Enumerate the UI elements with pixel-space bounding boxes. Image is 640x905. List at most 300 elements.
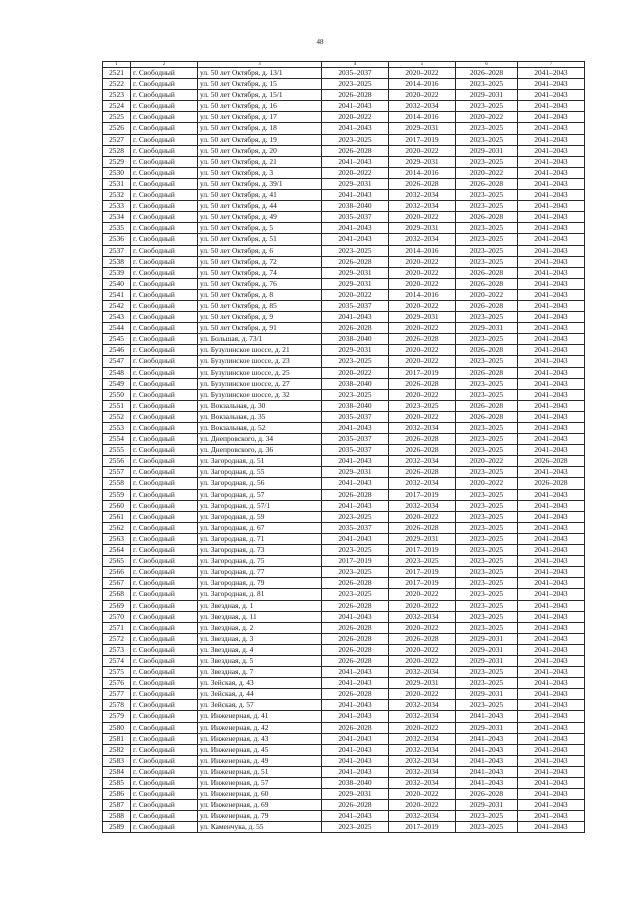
address-cell: ул. Днепровского, д. 34: [198, 434, 322, 445]
city-cell: г. Свободный: [131, 267, 198, 278]
address-cell: ул. 50 лет Октября, д. 3: [198, 167, 322, 178]
city-cell: г. Свободный: [131, 600, 198, 611]
period-cell: 2026–2028: [456, 400, 518, 411]
period-cell: 2020–2022: [322, 367, 389, 378]
city-cell: г. Свободный: [131, 778, 198, 789]
period-cell: 2026–2028: [518, 478, 585, 489]
period-cell: 2023–2025: [456, 822, 518, 833]
period-cell: 2020–2022: [389, 356, 456, 367]
address-cell: ул. 50 лет Октября, д. 85: [198, 300, 322, 311]
period-cell: 2041–2043: [322, 101, 389, 112]
row-number: 2584: [103, 766, 131, 777]
row-number: 2542: [103, 300, 131, 311]
period-cell: 2026–2028: [456, 68, 518, 79]
period-cell: 2041–2043: [322, 123, 389, 134]
address-cell: ул. Бузулинское шоссе, д. 25: [198, 367, 322, 378]
row-number: 2544: [103, 323, 131, 334]
address-cell: ул. Днепровского, д. 36: [198, 445, 322, 456]
address-cell: ул. Загородная, д. 79: [198, 578, 322, 589]
row-number: 2533: [103, 201, 131, 212]
period-cell: 2038–2040: [322, 378, 389, 389]
table-row: [103, 378, 585, 389]
period-cell: 2023–2025: [322, 589, 389, 600]
period-cell: 2041–2043: [322, 500, 389, 511]
period-cell: 2023–2025: [456, 256, 518, 267]
city-cell: г. Свободный: [131, 700, 198, 711]
period-cell: 2041–2043: [518, 578, 585, 589]
table-row: [103, 822, 585, 833]
period-cell: 2041–2043: [518, 733, 585, 744]
address-cell: ул. 50 лет Октября, д. 49: [198, 212, 322, 223]
address-cell: ул. Инженерная, д. 45: [198, 744, 322, 755]
period-cell: 2041–2043: [322, 711, 389, 722]
period-cell: 2041–2043: [322, 533, 389, 544]
row-number: 2531: [103, 178, 131, 189]
period-cell: 2035–2037: [322, 522, 389, 533]
period-cell: 2041–2043: [518, 312, 585, 323]
city-cell: г. Свободный: [131, 445, 198, 456]
period-cell: 2029–2031: [456, 90, 518, 101]
row-number: 2580: [103, 722, 131, 733]
table-row: [103, 389, 585, 400]
period-cell: 2026–2028: [456, 345, 518, 356]
period-cell: 2038–2040: [322, 334, 389, 345]
city-cell: г. Свободный: [131, 611, 198, 622]
table-row: [103, 700, 585, 711]
table-row: [103, 467, 585, 478]
table-row: [103, 744, 585, 755]
period-cell: 2041–2043: [518, 700, 585, 711]
period-cell: 2032–2034: [389, 755, 456, 766]
period-cell: 2041–2043: [518, 467, 585, 478]
housing-schedule-table: [102, 61, 585, 833]
table-row: [103, 79, 585, 90]
period-cell: 2041–2043: [456, 755, 518, 766]
table-row: [103, 245, 585, 256]
address-cell: ул. Вокзальная, д. 52: [198, 423, 322, 434]
address-cell: ул. Загородная, д. 67: [198, 522, 322, 533]
address-cell: ул. Инженерная, д. 42: [198, 722, 322, 733]
city-cell: г. Свободный: [131, 689, 198, 700]
period-cell: 2023–2025: [456, 201, 518, 212]
period-cell: 2032–2034: [389, 423, 456, 434]
period-cell: 2023–2025: [322, 134, 389, 145]
address-cell: ул. Каменчука, д. 55: [198, 822, 322, 833]
period-cell: 2026–2028: [322, 256, 389, 267]
period-cell: 2023–2025: [456, 334, 518, 345]
row-number: 2534: [103, 212, 131, 223]
address-cell: ул. 50 лет Октября, д. 41: [198, 190, 322, 201]
table-row: [103, 578, 585, 589]
row-number: 2547: [103, 356, 131, 367]
row-number: 2548: [103, 367, 131, 378]
period-cell: 2029–2031: [389, 156, 456, 167]
city-cell: г. Свободный: [131, 212, 198, 223]
period-cell: 2041–2043: [518, 766, 585, 777]
address-cell: ул. 50 лет Октября, д. 72: [198, 256, 322, 267]
period-cell: 2029–2031: [456, 323, 518, 334]
period-cell: 2020–2022: [389, 655, 456, 666]
address-cell: ул. 50 лет Октября, д. 18: [198, 123, 322, 134]
period-cell: 2041–2043: [322, 190, 389, 201]
table-row: [103, 522, 585, 533]
address-cell: ул. 50 лет Октября, д. 74: [198, 267, 322, 278]
period-cell: 2041–2043: [518, 644, 585, 655]
table-row: [103, 411, 585, 422]
city-cell: г. Свободный: [131, 134, 198, 145]
city-cell: г. Свободный: [131, 101, 198, 112]
period-cell: 2020–2022: [389, 323, 456, 334]
address-cell: ул. Загородная, д. 71: [198, 533, 322, 544]
period-cell: 2041–2043: [518, 678, 585, 689]
period-cell: 2023–2025: [456, 700, 518, 711]
city-cell: г. Свободный: [131, 90, 198, 101]
period-cell: 2023–2025: [456, 811, 518, 822]
period-cell: 2041–2043: [518, 323, 585, 334]
period-cell: 2023–2025: [456, 500, 518, 511]
period-cell: 2035–2037: [322, 68, 389, 79]
period-cell: 2020–2022: [389, 212, 456, 223]
address-cell: ул. Инженерная, д. 69: [198, 800, 322, 811]
table-row: [103, 811, 585, 822]
period-cell: 2041–2043: [518, 655, 585, 666]
period-cell: 2023–2025: [456, 123, 518, 134]
address-cell: ул. 50 лет Октября, д. 13/1: [198, 68, 322, 79]
row-number: 2589: [103, 822, 131, 833]
period-cell: 2041–2043: [456, 744, 518, 755]
row-number: 2561: [103, 511, 131, 522]
period-cell: 2041–2043: [518, 245, 585, 256]
period-cell: 2032–2034: [389, 201, 456, 212]
period-cell: 2041–2043: [518, 212, 585, 223]
table-row: [103, 722, 585, 733]
table-row: [103, 112, 585, 123]
period-cell: 2023–2025: [456, 245, 518, 256]
period-cell: 2023–2025: [456, 589, 518, 600]
period-cell: 2032–2034: [389, 766, 456, 777]
city-cell: г. Свободный: [131, 356, 198, 367]
table-row: [103, 667, 585, 678]
period-cell: 2041–2043: [518, 800, 585, 811]
address-cell: ул. Загородная, д. 81: [198, 589, 322, 600]
period-cell: 2023–2025: [322, 567, 389, 578]
row-number: 2582: [103, 744, 131, 755]
period-cell: 2020–2022: [389, 789, 456, 800]
address-cell: ул. Загородная, д. 59: [198, 511, 322, 522]
period-cell: 2023–2025: [322, 545, 389, 556]
address-cell: ул. 50 лет Октября, д. 20: [198, 145, 322, 156]
period-cell: 2026–2028: [456, 278, 518, 289]
address-cell: ул. 50 лет Октября, д. 15: [198, 79, 322, 90]
period-cell: 2026–2028: [456, 300, 518, 311]
table-row: [103, 567, 585, 578]
address-cell: ул. Звездная, д. 11: [198, 611, 322, 622]
period-cell: 2020–2022: [322, 112, 389, 123]
period-cell: 2041–2043: [518, 356, 585, 367]
row-number: 2563: [103, 533, 131, 544]
period-cell: 2029–2031: [389, 312, 456, 323]
address-cell: ул. Бузулинское шоссе, д. 27: [198, 378, 322, 389]
period-cell: 2038–2040: [322, 778, 389, 789]
table-row: [103, 423, 585, 434]
city-cell: г. Свободный: [131, 644, 198, 655]
period-cell: 2023–2025: [456, 578, 518, 589]
period-cell: 2041–2043: [518, 256, 585, 267]
period-cell: 2026–2028: [389, 378, 456, 389]
period-cell: 2026–2028: [322, 722, 389, 733]
city-cell: г. Свободный: [131, 178, 198, 189]
table-row: [103, 223, 585, 234]
period-cell: 2041–2043: [518, 811, 585, 822]
period-cell: 2026–2028: [322, 655, 389, 666]
address-cell: ул. 50 лет Октября, д. 44: [198, 201, 322, 212]
table-row: [103, 711, 585, 722]
table-row: [103, 478, 585, 489]
period-cell: 2041–2043: [322, 755, 389, 766]
address-cell: ул. Инженерная, д. 49: [198, 755, 322, 766]
period-cell: 2029–2031: [322, 178, 389, 189]
row-number: 2555: [103, 445, 131, 456]
row-number: 2574: [103, 655, 131, 666]
period-cell: 2020–2022: [456, 478, 518, 489]
city-cell: г. Свободный: [131, 755, 198, 766]
period-cell: 2026–2028: [456, 789, 518, 800]
period-cell: 2026–2028: [389, 467, 456, 478]
period-cell: 2032–2034: [389, 190, 456, 201]
period-cell: 2023–2025: [456, 190, 518, 201]
period-cell: 2026–2028: [389, 178, 456, 189]
address-cell: ул. Звездная, д. 2: [198, 622, 322, 633]
period-cell: 2029–2031: [389, 123, 456, 134]
table-row: [103, 367, 585, 378]
column-header: 3: [198, 62, 322, 68]
period-cell: 2041–2043: [322, 423, 389, 434]
address-cell: ул. Инженерная, д. 57: [198, 778, 322, 789]
period-cell: 2041–2043: [518, 190, 585, 201]
row-number: 2587: [103, 800, 131, 811]
row-number: 2550: [103, 389, 131, 400]
period-cell: 2041–2043: [456, 711, 518, 722]
period-cell: 2023–2025: [322, 245, 389, 256]
city-cell: г. Свободный: [131, 190, 198, 201]
period-cell: 2041–2043: [322, 667, 389, 678]
row-number: 2566: [103, 567, 131, 578]
row-number: 2521: [103, 68, 131, 79]
period-cell: 2026–2028: [322, 644, 389, 655]
period-cell: 2029–2031: [456, 633, 518, 644]
city-cell: г. Свободный: [131, 633, 198, 644]
period-cell: 2017–2019: [322, 556, 389, 567]
period-cell: 2041–2043: [518, 589, 585, 600]
period-cell: 2041–2043: [518, 423, 585, 434]
period-cell: 2041–2043: [322, 766, 389, 777]
address-cell: ул. Загородная, д. 57: [198, 489, 322, 500]
city-cell: г. Свободный: [131, 467, 198, 478]
period-cell: 2041–2043: [518, 300, 585, 311]
city-cell: г. Свободный: [131, 511, 198, 522]
period-cell: 2023–2025: [456, 678, 518, 689]
table-row: [103, 434, 585, 445]
period-cell: 2023–2025: [456, 389, 518, 400]
period-cell: 2023–2025: [456, 312, 518, 323]
period-cell: 2041–2043: [518, 334, 585, 345]
period-cell: 2032–2034: [389, 811, 456, 822]
address-cell: ул. Бузулинское шоссе, д. 32: [198, 389, 322, 400]
row-number: 2559: [103, 489, 131, 500]
city-cell: г. Свободный: [131, 478, 198, 489]
address-cell: ул. Звездная, д. 1: [198, 600, 322, 611]
address-cell: ул. Загородная, д. 56: [198, 478, 322, 489]
period-cell: 2020–2022: [389, 90, 456, 101]
period-cell: 2026–2028: [389, 334, 456, 345]
period-cell: 2023–2025: [456, 79, 518, 90]
period-cell: 2014–2016: [389, 245, 456, 256]
period-cell: 2041–2043: [518, 744, 585, 755]
city-cell: г. Свободный: [131, 112, 198, 123]
address-cell: ул. 50 лет Октября, д. 39/1: [198, 178, 322, 189]
period-cell: 2029–2031: [322, 345, 389, 356]
period-cell: 2041–2043: [322, 700, 389, 711]
period-cell: 2032–2034: [389, 778, 456, 789]
address-cell: ул. Бузулинское шоссе, д. 23: [198, 356, 322, 367]
period-cell: 2041–2043: [322, 678, 389, 689]
period-cell: 2041–2043: [518, 90, 585, 101]
address-cell: ул. Инженерная, д. 51: [198, 766, 322, 777]
period-cell: 2029–2031: [389, 533, 456, 544]
period-cell: 2023–2025: [456, 667, 518, 678]
city-cell: г. Свободный: [131, 400, 198, 411]
period-cell: 2020–2022: [389, 589, 456, 600]
city-cell: г. Свободный: [131, 68, 198, 79]
period-cell: 2029–2031: [389, 223, 456, 234]
period-cell: 2032–2034: [389, 667, 456, 678]
table-row: [103, 678, 585, 689]
period-cell: 2023–2025: [322, 511, 389, 522]
row-number: 2572: [103, 633, 131, 644]
row-number: 2562: [103, 522, 131, 533]
city-cell: г. Свободный: [131, 545, 198, 556]
address-cell: ул. 50 лет Октября, д. 15/1: [198, 90, 322, 101]
address-cell: ул. Бузулинское шоссе, д. 21: [198, 345, 322, 356]
period-cell: 2017–2019: [389, 367, 456, 378]
row-number: 2575: [103, 667, 131, 678]
period-cell: 2020–2022: [389, 145, 456, 156]
column-header: 2: [131, 62, 198, 68]
row-number: 2525: [103, 112, 131, 123]
table-row: [103, 556, 585, 567]
city-cell: г. Свободный: [131, 456, 198, 467]
period-cell: 2014–2016: [389, 79, 456, 90]
period-cell: 2014–2016: [389, 112, 456, 123]
table-row: [103, 190, 585, 201]
period-cell: 2041–2043: [518, 234, 585, 245]
table-row: [103, 689, 585, 700]
row-number: 2583: [103, 755, 131, 766]
period-cell: 2026–2028: [389, 633, 456, 644]
row-number: 2586: [103, 789, 131, 800]
period-cell: 2026–2028: [322, 489, 389, 500]
period-cell: 2026–2028: [322, 90, 389, 101]
period-cell: 2041–2043: [518, 722, 585, 733]
period-cell: 2023–2025: [389, 556, 456, 567]
period-cell: 2041–2043: [322, 478, 389, 489]
period-cell: 2041–2043: [518, 434, 585, 445]
city-cell: г. Свободный: [131, 289, 198, 300]
period-cell: 2023–2025: [456, 600, 518, 611]
city-cell: г. Свободный: [131, 411, 198, 422]
row-number: 2569: [103, 600, 131, 611]
city-cell: г. Свободный: [131, 578, 198, 589]
city-cell: г. Свободный: [131, 434, 198, 445]
address-cell: ул. Звездная, д. 5: [198, 655, 322, 666]
period-cell: 2020–2022: [389, 68, 456, 79]
period-cell: 2041–2043: [518, 223, 585, 234]
table-row: [103, 334, 585, 345]
table-row: [103, 778, 585, 789]
table-row: [103, 345, 585, 356]
period-cell: 2029–2031: [322, 789, 389, 800]
row-number: 2527: [103, 134, 131, 145]
row-number: 2576: [103, 678, 131, 689]
city-cell: г. Свободный: [131, 766, 198, 777]
period-cell: 2023–2025: [456, 356, 518, 367]
address-cell: ул. Загородная, д. 55: [198, 467, 322, 478]
city-cell: г. Свободный: [131, 201, 198, 212]
city-cell: г. Свободный: [131, 622, 198, 633]
table-row: [103, 68, 585, 79]
city-cell: г. Свободный: [131, 389, 198, 400]
city-cell: г. Свободный: [131, 312, 198, 323]
period-cell: 2020–2022: [389, 300, 456, 311]
period-cell: 2041–2043: [518, 445, 585, 456]
row-number: 2524: [103, 101, 131, 112]
period-cell: 2041–2043: [518, 400, 585, 411]
city-cell: г. Свободный: [131, 79, 198, 90]
period-cell: 2041–2043: [518, 633, 585, 644]
period-cell: 2041–2043: [518, 711, 585, 722]
row-number: 2578: [103, 700, 131, 711]
city-cell: г. Свободный: [131, 822, 198, 833]
address-cell: ул. Загородная, д. 77: [198, 567, 322, 578]
period-cell: 2020–2022: [389, 622, 456, 633]
period-cell: 2041–2043: [518, 600, 585, 611]
period-cell: 2029–2031: [456, 722, 518, 733]
period-cell: 2041–2043: [518, 667, 585, 678]
period-cell: 2041–2043: [518, 289, 585, 300]
period-cell: 2038–2040: [322, 400, 389, 411]
period-cell: 2023–2025: [456, 234, 518, 245]
period-cell: 2029–2031: [389, 678, 456, 689]
column-header: 1: [103, 62, 131, 68]
city-cell: г. Свободный: [131, 234, 198, 245]
period-cell: 2041–2043: [518, 778, 585, 789]
period-cell: 2032–2034: [389, 700, 456, 711]
address-cell: ул. Инженерная, д. 43: [198, 733, 322, 744]
row-number: 2537: [103, 245, 131, 256]
row-number: 2560: [103, 500, 131, 511]
table-row: [103, 289, 585, 300]
city-cell: г. Свободный: [131, 811, 198, 822]
city-cell: г. Свободный: [131, 278, 198, 289]
city-cell: г. Свободный: [131, 567, 198, 578]
table-row: [103, 545, 585, 556]
period-cell: 2032–2034: [389, 733, 456, 744]
table-row: [103, 178, 585, 189]
period-cell: 2032–2034: [389, 744, 456, 755]
period-cell: 2035–2037: [322, 212, 389, 223]
period-cell: 2041–2043: [518, 411, 585, 422]
period-cell: 2041–2043: [518, 789, 585, 800]
